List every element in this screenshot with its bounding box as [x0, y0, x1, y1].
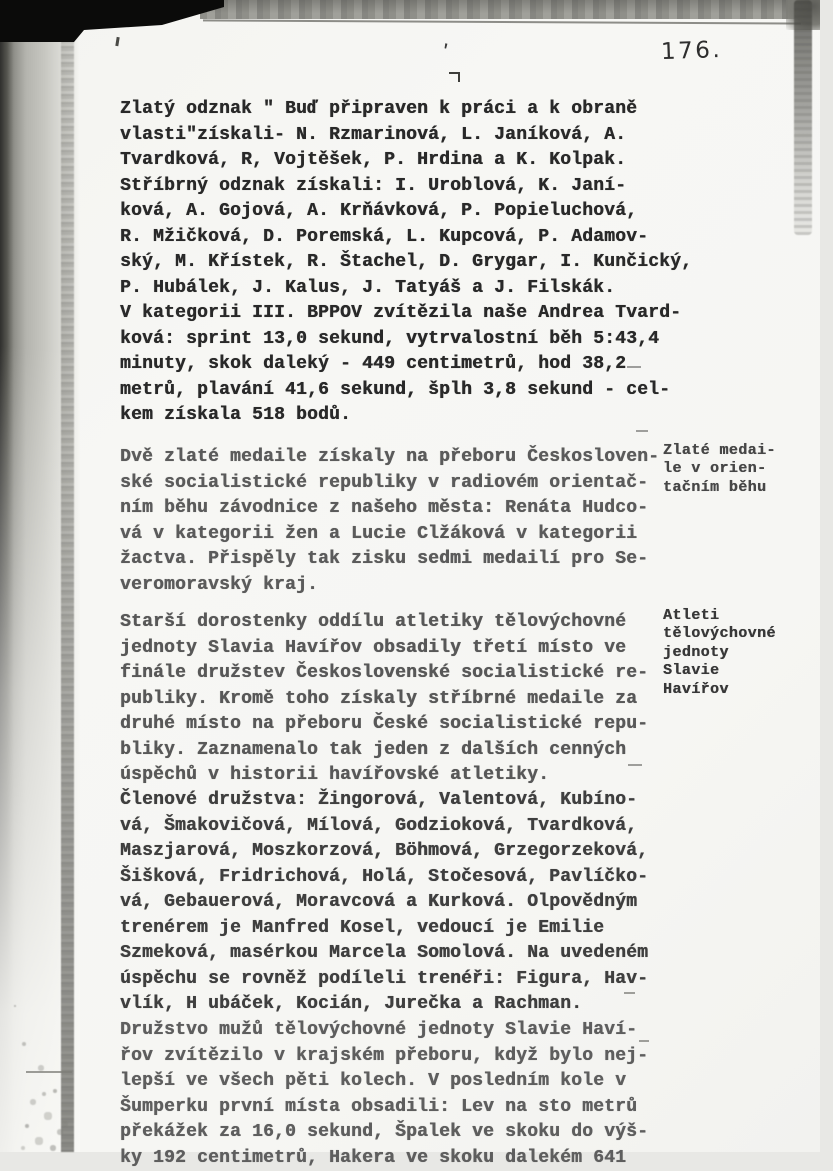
text-line: vá, Šmakovičová, Mílová, Godzioková, Tvardková,: [120, 814, 680, 840]
scan-binding-streak: [61, 0, 74, 1152]
text-line: P. Hubálek, J. Kalus, J. Tatyáš a J. Filskák.: [120, 276, 680, 302]
text-line: Dvě zlaté medaile získaly na přeboru Českosloven-: [120, 445, 680, 471]
margin-note-line: tačním běhu: [663, 479, 833, 497]
text-line: Stříbrný odznak získali: I. Uroblová, K. Janí-: [120, 174, 680, 200]
text-line: řov zvítězilo v krajském přeboru, když bylo nej-: [120, 1044, 680, 1070]
text-line: R. Mžičková, D. Poremská, L. Kupcová, P. Adamov-: [120, 225, 680, 251]
text-line: bliky. Zaznamenalo tak jeden z dalších cenných: [120, 738, 680, 764]
page-number: 176.: [661, 37, 723, 65]
text-line: ky 192 centimetrů, Hakera ve skoku dalekém 641: [120, 1146, 680, 1171]
text-line: druhé místo na přeboru České socialistické repu-: [120, 712, 680, 738]
text-line: žactva. Přispěly tak zisku sedmi medailí pro Se-: [120, 547, 680, 573]
margin-note-line: le v orien-: [663, 460, 833, 478]
paragraph-badges-and-bppov: [120, 97, 680, 429]
margin-note-athletics-juniors: [663, 607, 833, 699]
text-line: Starší dorostenky oddílu atletiky tělovýchovné: [120, 610, 680, 636]
text-line: ský, M. Křístek, R. Štachel, D. Grygar, I. Kunčický,: [120, 250, 680, 276]
text-line: ské socialistické republiky v radiovém orientač-: [120, 471, 680, 497]
text-line: vá, Gebauerová, Moravcová a Kurková. Olpovědným: [120, 890, 680, 916]
margin-note-line: Slavie: [663, 662, 833, 680]
scan-stray-mark: ': [438, 41, 451, 61]
scan-black-corner: [0, 0, 224, 42]
text-line: úspěchů v historii havířovské atletiky.: [120, 763, 680, 789]
scan-corner-mark: [449, 72, 460, 82]
text-line: lepší ve všech pěti kolech. V posledním kole v: [120, 1069, 680, 1095]
text-line: ková: sprint 13,0 sekund, vytrvalostní běh 5:43,4: [120, 327, 680, 353]
paragraph-athletics-men-team: [120, 1018, 680, 1171]
text-line: Maszjarová, Moszkorzová, Böhmová, Grzegorzeková,: [120, 839, 680, 865]
text-line: vá v kategorii žen a Lucie Clžáková v kategorii: [120, 522, 680, 548]
text-line: vlasti"získali- N. Rzmarinová, L. Janíková, A.: [120, 123, 680, 149]
margin-note-line: Havířov: [663, 681, 833, 699]
text-line: trenérem je Manfred Kosel, vedoucí je Emilie: [120, 916, 680, 942]
text-line: Tvardková, R, Vojtěšek, P. Hrdina a K. Kolpak.: [120, 148, 680, 174]
text-line: vlík, H ubáček, Kocián, Jurečka a Rachman.: [120, 992, 680, 1018]
scan-paper-top-edge-line: [203, 19, 801, 25]
margin-note-line: Zlaté medai-: [663, 442, 833, 460]
text-line: Zlatý odznak " Buď připraven k práci a k obraně: [120, 97, 680, 123]
text-line: V kategorii III. BPPOV zvítězila naše Andrea Tvard-: [120, 301, 680, 327]
text-line: Šišková, Fridrichová, Holá, Stočesová, Pavlíčko-: [120, 865, 680, 891]
text-line: jednoty Slavia Havířov obsadily třetí místo ve: [120, 636, 680, 662]
text-line: veromoravský kraj.: [120, 573, 680, 599]
text-line: ková, A. Gojová, A. Krňávková, P. Popieluchová,: [120, 199, 680, 225]
text-line: minuty, skok daleký - 449 centimetrů, hod 38,2: [120, 352, 680, 378]
paragraph-orienteering-medals: [120, 445, 680, 598]
text-line: Szmeková, masérkou Marcela Somolová. Na uvedeném: [120, 941, 680, 967]
text-line: Šumperku první místa obsadili: Lev na sto metrů: [120, 1095, 680, 1121]
text-line: Členové družstva: Žingorová, Valentová, Kubíno-: [120, 788, 680, 814]
paragraph-athletics-juniors: [120, 610, 680, 789]
text-line: publiky. Kromě toho získaly stříbrné medaile za: [120, 687, 680, 713]
scan-speckle-noise: [14, 1005, 16, 1007]
scan-right-edge-streak: [794, 0, 812, 235]
margin-note-line: tělovýchovné: [663, 625, 833, 643]
paragraph-athletics-team-members: [120, 788, 680, 1018]
text-line: překážek za 16,0 sekund, Špalek ve skoku do výš-: [120, 1120, 680, 1146]
margin-note-orienteering-medals: [663, 442, 833, 497]
scan-tick-mark: [115, 37, 119, 46]
text-line: Družstvo mužů tělovýchovné jednoty Slavie Haví-: [120, 1018, 680, 1044]
margin-note-line: Atleti: [663, 607, 833, 625]
margin-note-line: jednoty: [663, 644, 833, 662]
text-line: ním běhu závodnice z našeho města: Renáta Hudco-: [120, 496, 680, 522]
scan-dash-mark: [636, 430, 648, 432]
text-line: finále družstev Československé socialistické re-: [120, 661, 680, 687]
text-line: metrů, plavání 41,6 sekund, šplh 3,8 sekund - cel-: [120, 378, 680, 404]
text-line: úspěchu se rovněž podíleli trenéři: Figura, Hav-: [120, 967, 680, 993]
scan-faint-line: [26, 1071, 72, 1073]
scan-top-edge-band: [200, 0, 820, 19]
text-line: kem získala 518 bodů.: [120, 403, 680, 429]
